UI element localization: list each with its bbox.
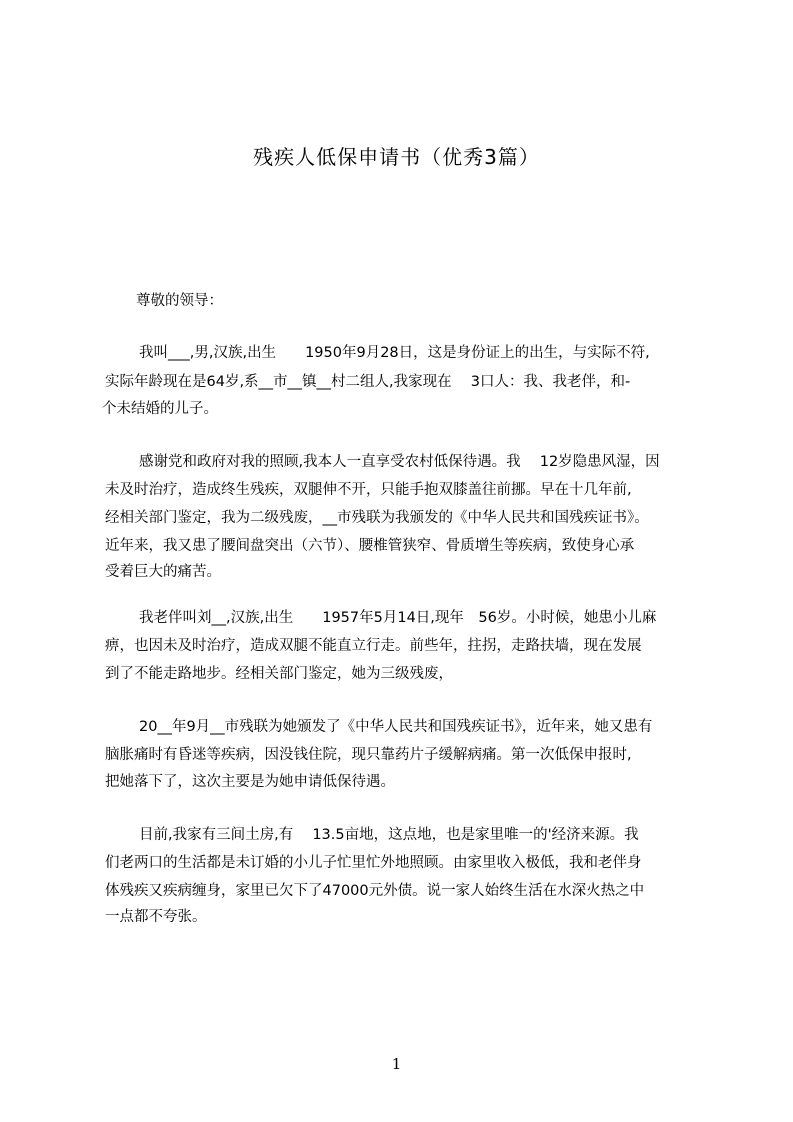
- paragraph-line: 近年来，我又患了腰间盘突出（六节）、腰椎管狭窄、骨质增生等疾病，致使身心承: [105, 538, 635, 554]
- paragraph-line: 体残疾又疾病缠身，家里已欠下了47000元外债。说一家人始终生活在水深火热之中: [105, 883, 645, 899]
- paragraph-line: 个未结婚的儿子。: [102, 401, 218, 417]
- paragraph-line: 未及时治疗，造成终生残疾，双腿伸不开，只能手抱双膝盖往前挪。早在十几年前,: [105, 482, 632, 498]
- paragraph-line: 目前,我家有三间土房,有 13.5亩地，这点地，也是家里唯一的'经济来源。我: [139, 827, 639, 843]
- paragraph-line: 到了不能走路地步。经相关部门鉴定，她为三级残废，: [105, 666, 453, 682]
- document-title: 残疾人低保申请书（优秀3篇）: [253, 145, 540, 169]
- paragraph-line: 经相关部门鉴定，我为二级残废，__市残联为我颁发的《中华人民共和国残疾证书》。: [105, 510, 649, 526]
- paragraph-line: 我老伴叫刘__,汉族,出生 1957年5月14日,现年 56岁。小时候，她患小儿麻: [139, 610, 657, 626]
- paragraph-line: 20__年9月__市残联为她颁发了《中华人民共和国残疾证书》，近年来，她又患有: [139, 719, 653, 735]
- paragraph-line: 痹，也因未及时治疗，造成双腿不能直立行走。前些年，拄拐，走路扶墙，现在发展: [105, 638, 642, 654]
- paragraph-line: 实际年龄现在是64岁,系__市__镇__村二组人,我家现在 3口人：我、我老伴，和-: [105, 374, 631, 390]
- paragraph-line: 我叫___,男,汉族,出生 1950年9月28日，这是身份证上的出生，与实际不符,: [139, 345, 650, 361]
- paragraph-line: 一点都不夸张。: [105, 909, 207, 925]
- paragraph-line: 们老两口的生活都是未订婚的小儿子忙里忙外地照顾。由家里收入极低，我和老伴身: [105, 855, 642, 871]
- paragraph-line: 把她落下了，这次主要是为她申请低保待遇。: [105, 774, 395, 790]
- paragraph-line: 感谢党和政府对我的照顾,我本人一直享受农村低保待遇。我 12岁隐患风湿，因: [139, 454, 660, 470]
- greeting: 尊敬的领导：: [136, 293, 223, 309]
- paragraph-line: 受着巨大的痛苦。: [105, 564, 221, 580]
- page-number: 1: [391, 1055, 402, 1073]
- paragraph-line: 脑胀痛时有昏迷等疾病，因没钱住院，现只靠药片子缓解病痛。第一次低保申报时,: [105, 747, 632, 763]
